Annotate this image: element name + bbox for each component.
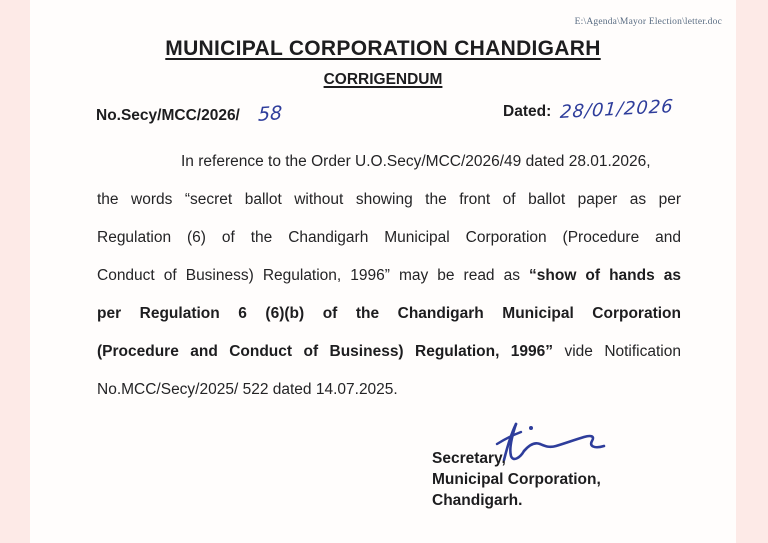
body-text: No.MCC/Secy/2025/ 522 dated 14.07.2025. xyxy=(97,381,398,398)
body-line-1 xyxy=(97,143,681,181)
body-line-5 xyxy=(97,295,681,333)
body-text-bold: per Regulation 6 (6)(b) of the Chandigarh Municipal Corporation xyxy=(97,305,681,322)
date-group xyxy=(503,95,675,124)
reference-label: No.Secy/MCC/2026/ xyxy=(96,107,240,124)
signatory-organization: Municipal Corporation, xyxy=(432,471,601,488)
body-line-6 xyxy=(97,333,681,371)
body-line-4 xyxy=(97,257,681,295)
dated-label: Dated: xyxy=(503,103,552,120)
body-line-7 xyxy=(97,371,681,409)
body-paragraph xyxy=(97,143,681,409)
signature-block xyxy=(432,448,601,511)
body-line-2 xyxy=(97,181,681,219)
body-text: Regulation (6) of the Chandigarh Municipal Corporation (Procedure and xyxy=(97,229,681,246)
date-handwritten: 28/01/2026 xyxy=(559,95,675,124)
body-line-3 xyxy=(97,219,681,257)
body-text: In reference to the Order U.O.Secy/MCC/2026/49 dated 28.01.2026, xyxy=(181,153,651,170)
body-text: vide Notification xyxy=(564,343,681,360)
signatory-title: Secretary, xyxy=(432,450,506,467)
signatory-city: Chandigarh. xyxy=(432,492,523,509)
scan-edge-right xyxy=(736,0,768,543)
body-text-bold: “show of hands as xyxy=(529,267,681,284)
scan-edge-left xyxy=(0,0,30,543)
document-subtitle: CORRIGENDUM xyxy=(323,71,443,88)
document-title: MUNICIPAL CORPORATION CHANDIGARH xyxy=(165,37,601,60)
body-text: Conduct of Business) Regulation, 1996” may be read as xyxy=(97,267,520,284)
reference-date-row xyxy=(96,95,675,126)
body-text-bold: (Procedure and Conduct of Business) Regulation, 1996” xyxy=(97,343,554,360)
reference-number-group xyxy=(96,103,283,125)
file-path-header: E:\Agenda\Mayor Election\letter.doc xyxy=(574,17,722,27)
reference-number-handwritten: 58 xyxy=(257,102,283,126)
body-text: the words “secret ballot without showing the front of ballot paper as per xyxy=(97,191,681,208)
